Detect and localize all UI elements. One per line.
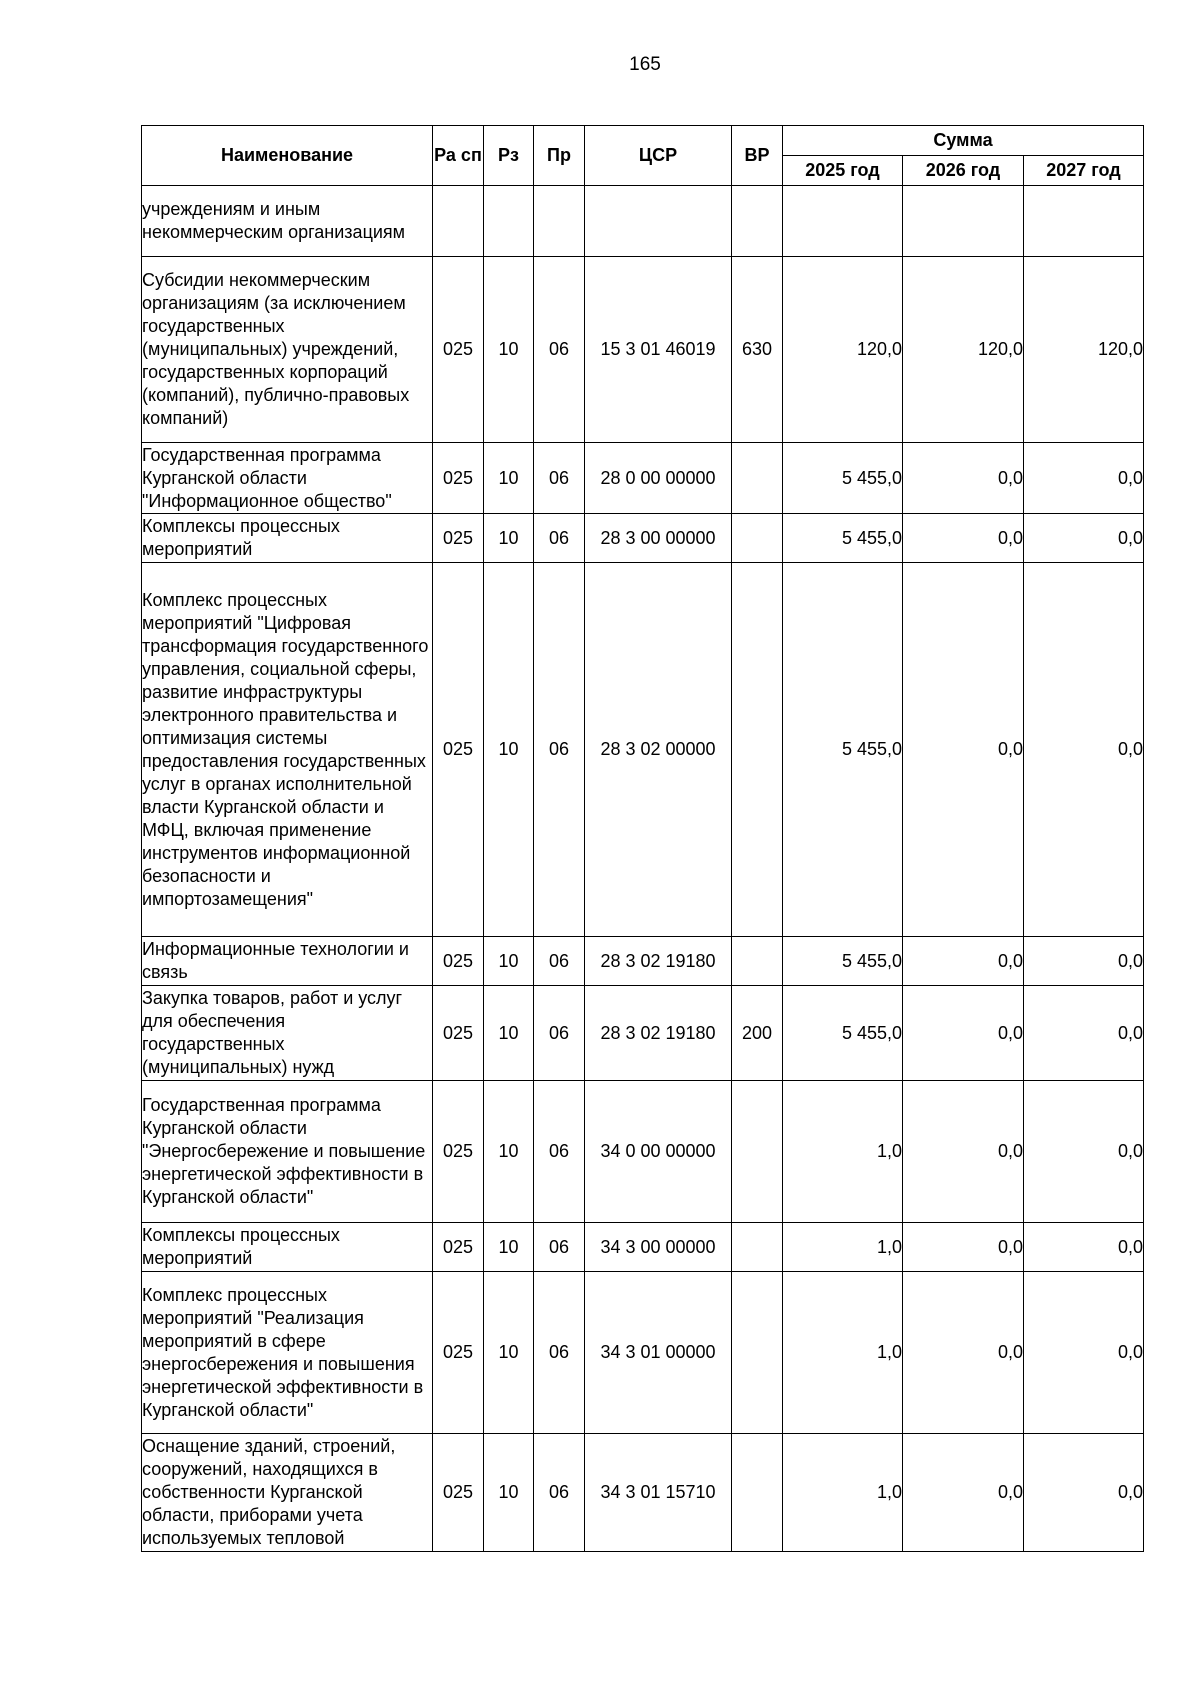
header-pr: Пр — [534, 126, 585, 186]
table-cell-name: Закупка товаров, работ и услуг для обеспечения государственных (муниципальных) нужд — [142, 986, 433, 1081]
table-cell-2027: 0,0 — [1024, 986, 1144, 1081]
table-cell-rasp: 025 — [433, 443, 484, 514]
table-row — [142, 937, 1144, 986]
table-cell-2027: 0,0 — [1024, 1272, 1144, 1434]
table-cell-name: Комплекс процессных мероприятий "Реализация мероприятий в сфере энергосбережения и повышения энергетической эффективности в Курганской области" — [142, 1272, 433, 1434]
table-cell-csr: 28 3 02 19180 — [585, 937, 732, 986]
table-cell-rasp: 025 — [433, 1223, 484, 1272]
table-cell-csr — [585, 186, 732, 257]
table-cell-vr — [732, 186, 783, 257]
page-number: 165 — [629, 54, 661, 75]
table-cell-pr: 06 — [534, 1272, 585, 1434]
table-cell-vr: 630 — [732, 257, 783, 443]
table-cell-rz: 10 — [484, 257, 534, 443]
table-cell-pr: 06 — [534, 1434, 585, 1552]
table-cell-vr — [732, 1434, 783, 1552]
table-cell-2026: 0,0 — [903, 563, 1024, 937]
header-name: Наименование — [142, 126, 433, 186]
table-cell-name: Информационные технологии и связь — [142, 937, 433, 986]
table-cell-rasp: 025 — [433, 1434, 484, 1552]
table-cell-2025: 5 455,0 — [783, 563, 903, 937]
table-cell-vr — [732, 563, 783, 937]
table-cell-rz: 10 — [484, 986, 534, 1081]
table-row — [142, 257, 1144, 443]
table-cell-csr: 15 3 01 46019 — [585, 257, 732, 443]
table-cell-pr: 06 — [534, 257, 585, 443]
table-row — [142, 1081, 1144, 1223]
table-cell-rasp: 025 — [433, 514, 484, 563]
table-cell-2026: 0,0 — [903, 1272, 1024, 1434]
table-cell-rasp — [433, 186, 484, 257]
table-cell-vr: 200 — [732, 986, 783, 1081]
table-cell-vr — [732, 1223, 783, 1272]
table-cell-2026: 0,0 — [903, 937, 1024, 986]
table-cell-vr — [732, 514, 783, 563]
table-cell-csr: 34 3 01 00000 — [585, 1272, 732, 1434]
table-cell-2026: 0,0 — [903, 443, 1024, 514]
table-cell-2025: 1,0 — [783, 1081, 903, 1223]
table-cell-rasp: 025 — [433, 563, 484, 937]
table-cell-2026: 0,0 — [903, 1223, 1024, 1272]
table-cell-2025 — [783, 186, 903, 257]
table-row — [142, 186, 1144, 257]
table-cell-2027: 0,0 — [1024, 937, 1144, 986]
header-2025: 2025 год — [783, 156, 903, 186]
table-cell-vr — [732, 937, 783, 986]
table-cell-csr: 34 3 00 00000 — [585, 1223, 732, 1272]
table-cell-pr: 06 — [534, 443, 585, 514]
table-cell-2026: 0,0 — [903, 1081, 1024, 1223]
table-cell-pr: 06 — [534, 563, 585, 937]
header-2026: 2026 год — [903, 156, 1024, 186]
table-cell-name: Государственная программа Курганской области "Информационное общество" — [142, 443, 433, 514]
table-cell-rz: 10 — [484, 563, 534, 937]
table-cell-csr: 28 3 02 19180 — [585, 986, 732, 1081]
table-row — [142, 1223, 1144, 1272]
table-cell-csr: 34 3 01 15710 — [585, 1434, 732, 1552]
table-cell-2027: 0,0 — [1024, 514, 1144, 563]
header-rasp: Ра сп — [433, 126, 484, 186]
table-cell-2027: 120,0 — [1024, 257, 1144, 443]
header-csr: ЦСР — [585, 126, 732, 186]
table-cell-name: учреждениям и иным некоммерческим организациям — [142, 186, 433, 257]
budget-table — [141, 125, 1144, 1552]
table-row — [142, 1434, 1144, 1552]
table-cell-name: Комплекс процессных мероприятий "Цифровая трансформация государственного управления, социальной сферы, развитие инфраструктуры электронного правительства и оптимизация системы предоставления государственных услуг в органах исполнительной власти Курганской области и МФЦ, включая применение инструментов информационной безопасности и импортозамещения" — [142, 563, 433, 937]
table-cell-rz: 10 — [484, 1223, 534, 1272]
table-row — [142, 986, 1144, 1081]
table-cell-2025: 1,0 — [783, 1223, 903, 1272]
table-cell-vr — [732, 1272, 783, 1434]
table-row — [142, 563, 1144, 937]
table-cell-rz: 10 — [484, 1434, 534, 1552]
table-row — [142, 1272, 1144, 1434]
table-header — [142, 126, 1144, 186]
table-cell-rasp: 025 — [433, 937, 484, 986]
table-cell-pr: 06 — [534, 514, 585, 563]
table-cell-vr — [732, 1081, 783, 1223]
table-cell-rasp: 025 — [433, 986, 484, 1081]
table-cell-2027: 0,0 — [1024, 1081, 1144, 1223]
table-cell-rz — [484, 186, 534, 257]
table-cell-pr: 06 — [534, 937, 585, 986]
table-body — [142, 186, 1144, 1552]
table-cell-2025: 1,0 — [783, 1272, 903, 1434]
table-cell-rz: 10 — [484, 1272, 534, 1434]
table-cell-rz: 10 — [484, 514, 534, 563]
table-cell-2025: 5 455,0 — [783, 443, 903, 514]
table-row — [142, 514, 1144, 563]
table-cell-name: Субсидии некоммерческим организациям (за исключением государственных (муниципальных) учреждений, государственных корпораций (компаний), публично-правовых компаний) — [142, 257, 433, 443]
table-cell-2026 — [903, 186, 1024, 257]
header-vr: ВР — [732, 126, 783, 186]
table-cell-pr: 06 — [534, 986, 585, 1081]
table-cell-csr: 28 3 00 00000 — [585, 514, 732, 563]
table-cell-rz: 10 — [484, 1081, 534, 1223]
table-cell-2025: 120,0 — [783, 257, 903, 443]
table-cell-rz: 10 — [484, 443, 534, 514]
table-cell-2025: 5 455,0 — [783, 986, 903, 1081]
header-sum: Сумма — [783, 126, 1144, 156]
table-cell-name: Государственная программа Курганской области "Энергосбережение и повышение энергетической эффективности в Курганской области" — [142, 1081, 433, 1223]
table-cell-2026: 120,0 — [903, 257, 1024, 443]
table-cell-rasp: 025 — [433, 1272, 484, 1434]
table-cell-pr: 06 — [534, 1223, 585, 1272]
table-cell-vr — [732, 443, 783, 514]
table-cell-pr: 06 — [534, 1081, 585, 1223]
table-cell-csr: 28 0 00 00000 — [585, 443, 732, 514]
table-cell-2027: 0,0 — [1024, 1434, 1144, 1552]
header-rz: Рз — [484, 126, 534, 186]
table-cell-rz: 10 — [484, 937, 534, 986]
table-cell-name: Комплексы процессных мероприятий — [142, 514, 433, 563]
table-cell-2025: 5 455,0 — [783, 937, 903, 986]
table-row — [142, 443, 1144, 514]
table-cell-2026: 0,0 — [903, 1434, 1024, 1552]
table-cell-rasp: 025 — [433, 257, 484, 443]
table-cell-pr — [534, 186, 585, 257]
table-cell-2027: 0,0 — [1024, 1223, 1144, 1272]
header-2027: 2027 год — [1024, 156, 1144, 186]
table-cell-2027 — [1024, 186, 1144, 257]
table-cell-2027: 0,0 — [1024, 563, 1144, 937]
table-cell-2026: 0,0 — [903, 514, 1024, 563]
table-cell-csr: 34 0 00 00000 — [585, 1081, 732, 1223]
table-cell-name: Комплексы процессных мероприятий — [142, 1223, 433, 1272]
table-cell-rasp: 025 — [433, 1081, 484, 1223]
table-cell-2027: 0,0 — [1024, 443, 1144, 514]
table-cell-2026: 0,0 — [903, 986, 1024, 1081]
table-cell-2025: 1,0 — [783, 1434, 903, 1552]
table-cell-2025: 5 455,0 — [783, 514, 903, 563]
table-cell-csr: 28 3 02 00000 — [585, 563, 732, 937]
table-cell-name: Оснащение зданий, строений, сооружений, находящихся в собственности Курганской области, приборами учета используемых тепловой — [142, 1434, 433, 1552]
